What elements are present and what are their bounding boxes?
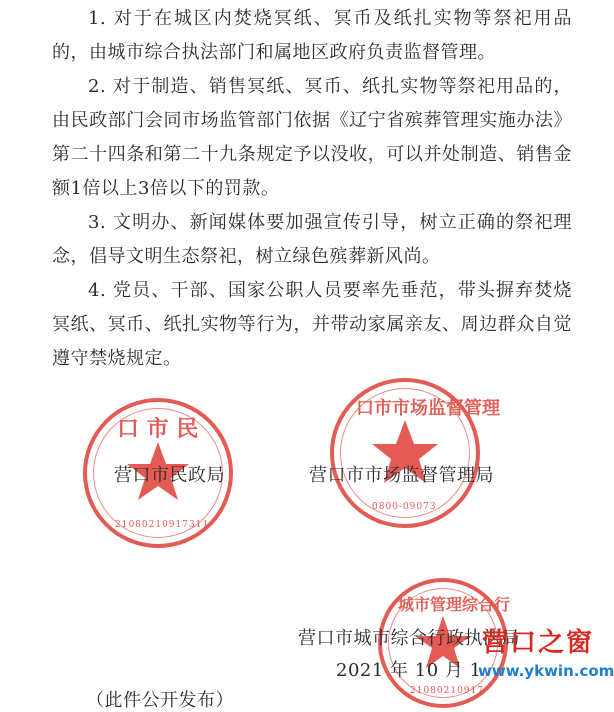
- market-supervision-seal: [330, 378, 500, 528]
- paragraph-item-4: 4. 党员、干部、国家公职人员要率先垂范，带头摒弃焚烧冥纸、冥币、纸扎实物等行为，并带动家属亲友、周边群众自觉遵守禁烧规定。: [52, 280, 572, 369]
- signature-city-enforcement: 营口市城市综合行政执法局: [298, 628, 520, 649]
- seal-code: 21080210917: [410, 686, 484, 696]
- seal-arc-text: 口市市场监督管理: [356, 398, 500, 419]
- paragraph-item-2: 2. 对于制造、销售冥纸、冥币、纸扎实物等祭祀用品的，由民政部门会同市场监管部门依据《辽宁省殡葬管理实施办法》第二十四条和第二十九条规定予以没收，可以并处制造、销售金额1倍以上3倍以下的罚款。: [52, 76, 572, 199]
- paragraph-item-1: 1. 对于在城区内焚烧冥纸、冥币及纸扎实物等祭祀用品的，由城市综合执法部门和属地区政府负责监督管理。: [52, 8, 572, 63]
- watermark-url: www.ykwin.com: [478, 662, 614, 680]
- seal-code: 21080210917311: [115, 520, 210, 530]
- public-release-note: （此件公开发布）: [86, 690, 234, 711]
- seal-code: 0800-09073: [372, 502, 437, 512]
- site-watermark: [478, 622, 614, 698]
- seal-arc-text: 口 市 民: [117, 416, 199, 442]
- signature-date: 2021 年 10 月 1: [336, 660, 482, 681]
- paragraph-item-3: 3. 文明办、新闻媒体要加强宣传引导，树立正确的祭祀理念，倡导文明生态祭祀，树立绿色殡葬新风尚。: [52, 212, 572, 267]
- seal-arc-text: 城市管理综合行: [398, 595, 511, 614]
- signature-market-supervision: 营口市市场监督管理局: [309, 465, 494, 486]
- watermark-title: 营口之窗: [482, 628, 595, 658]
- signature-civil-affairs: 营口市民政局: [114, 465, 225, 486]
